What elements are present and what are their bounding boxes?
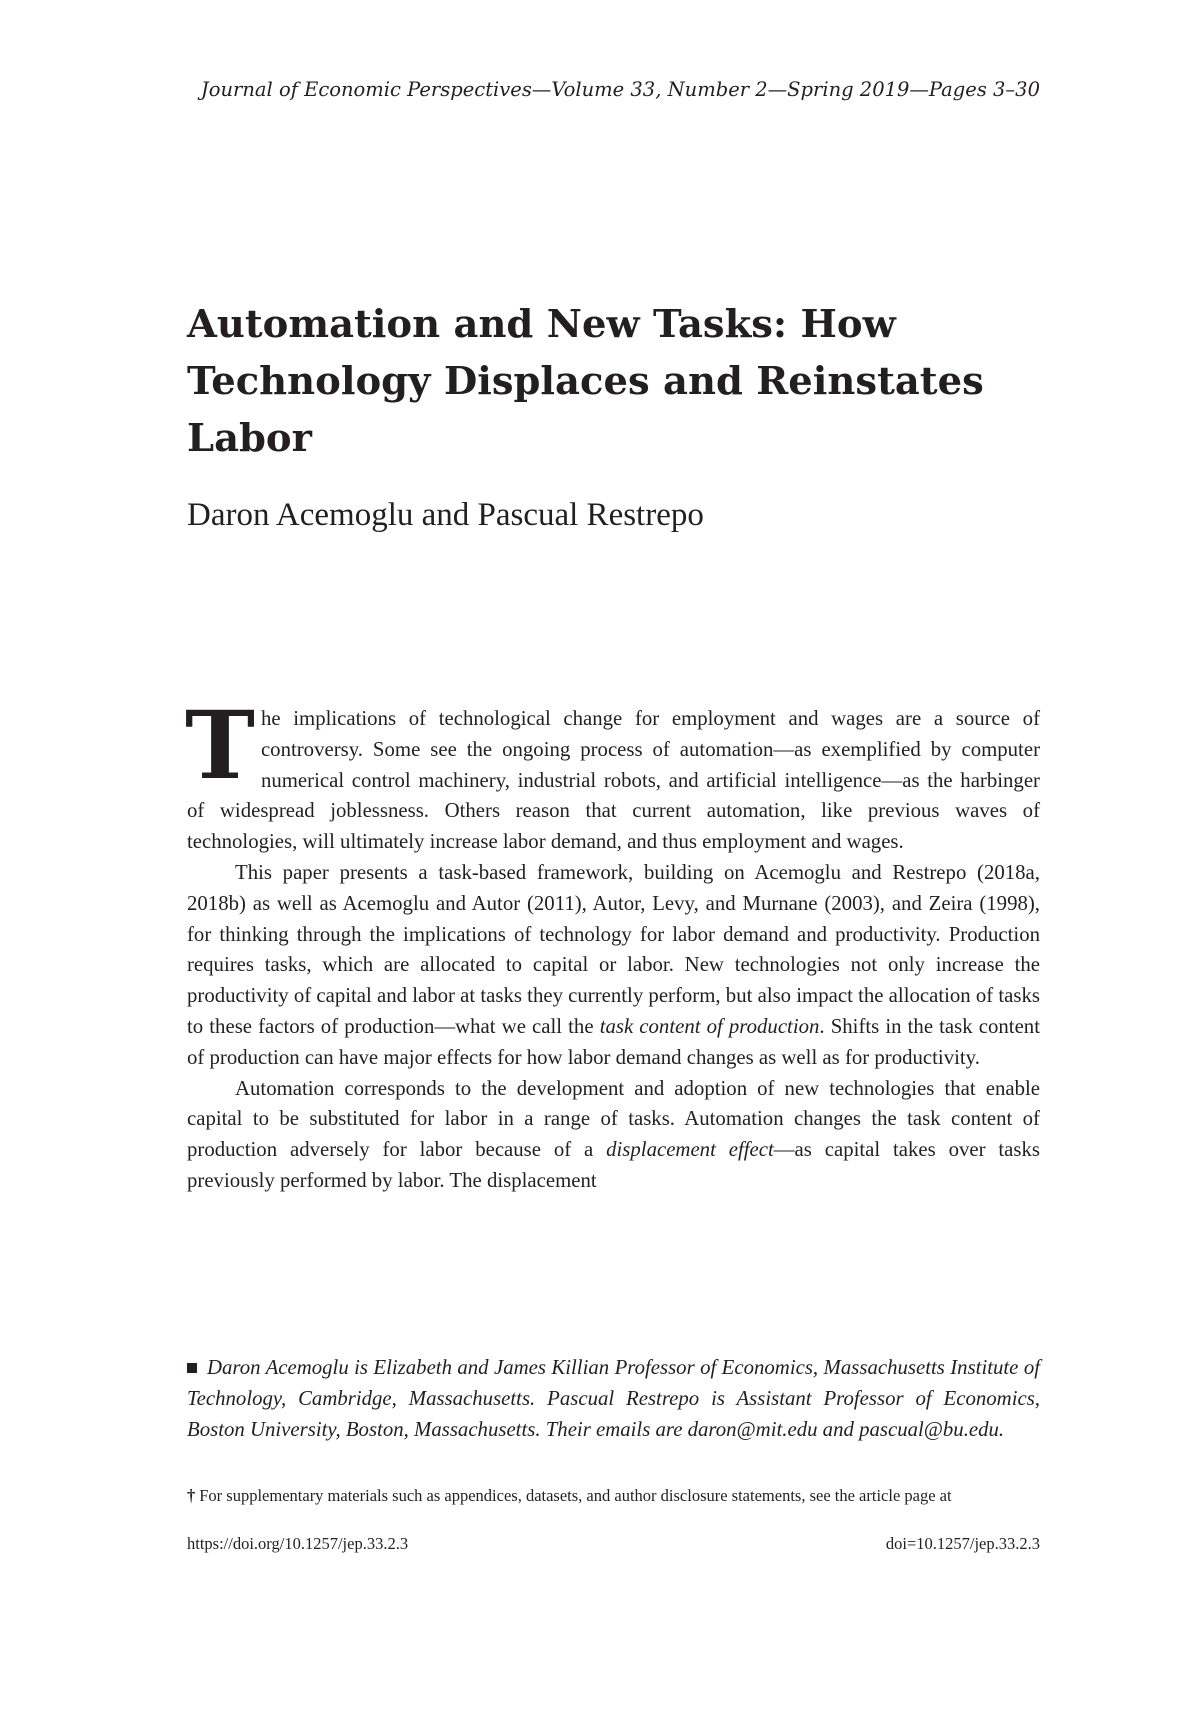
doi-link[interactable]: https://doi.org/10.1257/jep.33.2.3	[187, 1534, 409, 1553]
paragraph-3-emphasis: displacement effect	[606, 1138, 774, 1162]
drop-cap: T	[185, 691, 255, 801]
paragraph-2-emphasis: task content of production	[599, 1014, 820, 1038]
doi-identifier: doi=10.1257/jep.33.2.3	[885, 1534, 1040, 1553]
author-footnote	[187, 1352, 1040, 1445]
article-title	[187, 296, 1047, 467]
paragraph-2	[187, 858, 1040, 1074]
dagger-icon: †	[187, 1486, 196, 1505]
paragraph-2-text-b: . Shifts in the task content of production can have major effects for how labor demand changes as well as for productivity.	[187, 1014, 1040, 1069]
title-line-1: Automation and New Tasks: How	[187, 302, 896, 347]
author-footnote-text: Daron Acemoglu is Elizabeth and James Killian Professor of Economics, Massachusetts Institute of Technology, Cambridge, Massachusetts. Pascual Restrepo is Assistant Professor of Economics, Boston University, Boston, Massachusetts. Their emails are daron@mit.edu and pascual@bu.edu.	[187, 1356, 1040, 1441]
paragraph-3-text-b: —as capital takes over tasks previously performed by labor. The displacement	[187, 1138, 1040, 1192]
title-line-2: Technology Displaces and Reinstates	[187, 359, 984, 404]
paragraph-2-text-a: This paper presents a task-based framework, building on Acemoglu and Restrepo (2018a, 2018b) as well as Acemoglu and Autor (2011), Autor, Levy, and Murnane (2003), and Zeira (1998), for thinking through the implications of technology for labor demand and productivity. Production requires tasks, which are allocated to capital or labor. New technologies not only increase the productivity of capital and labor at tasks they currently perform, but also impact the allocation of tasks to these factors of production—what we call the	[187, 860, 1040, 1038]
title-line-3: Labor	[187, 416, 312, 461]
article-body	[185, 691, 1040, 1197]
paragraph-1-text: he implications of technological change for employment and wages are a source of controversy. Some see the ongoing process of automation—as exemplified by computer numerical control machinery, industrial robots, and artificial intelligence—as the harbinger of widespread joblessness. Others reason that current automation, like previous waves of technologies, will ultimately increase labor demand, and thus employment and wages.	[187, 707, 1040, 854]
paragraph-3-text-a: Automation corresponds to the development and adoption of new technologies that enable capital to be substituted for labor in a range of tasks. Automation changes the task content of production adversely for labor because of a	[187, 1076, 1040, 1162]
supplement-footnote	[187, 1484, 1040, 1508]
running-head: Journal of Economic Perspectives—Volume 33, Number 2—Spring 2019—Pages 3–30	[200, 78, 1040, 101]
paragraph-1	[185, 691, 1040, 858]
paragraph-3	[187, 1074, 1040, 1197]
square-icon	[187, 1363, 197, 1373]
author-line: Daron Acemoglu and Pascual Restrepo	[187, 497, 704, 533]
supplement-footnote-text: For supplementary materials such as appendices, datasets, and author disclosure statements, see the article page at	[199, 1486, 952, 1505]
